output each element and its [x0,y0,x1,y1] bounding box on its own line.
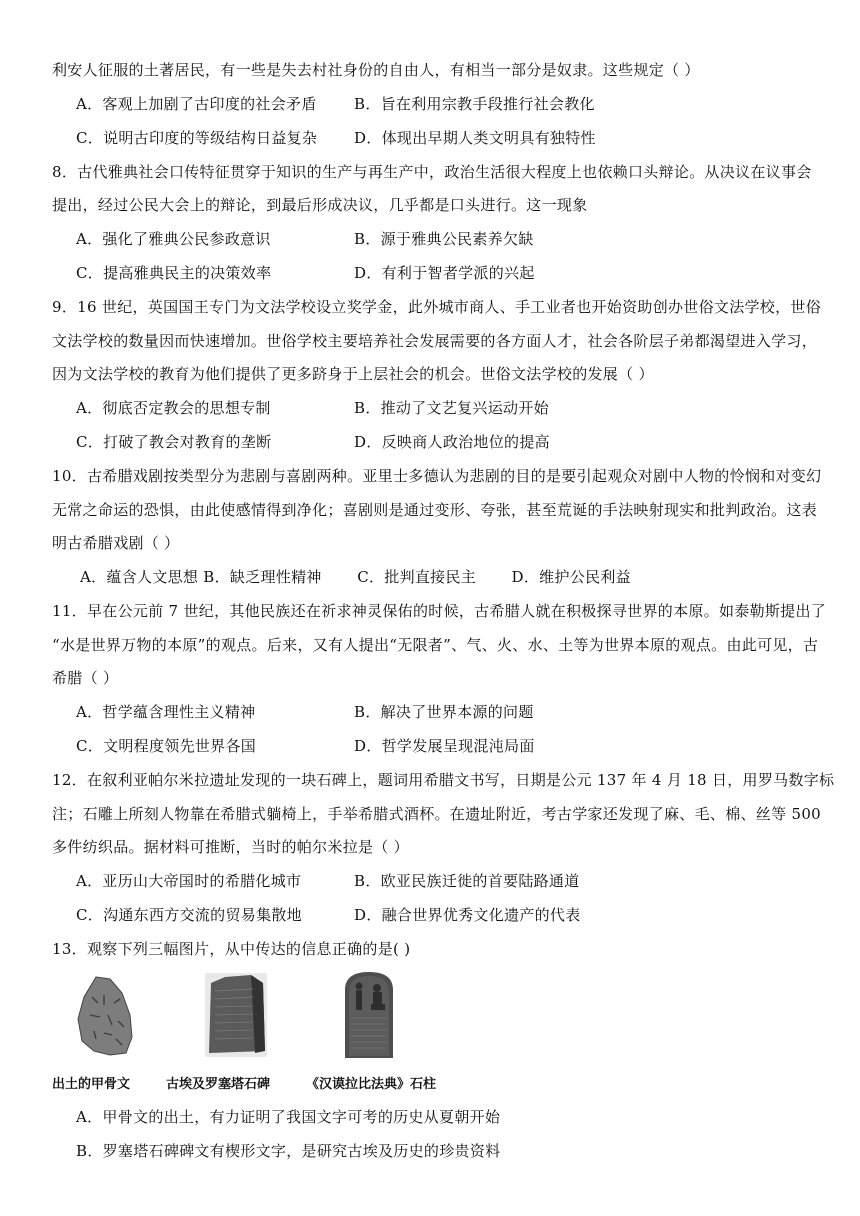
q9-option-b: B．推动了文艺复兴运动开始 [354,399,549,417]
q8-option-a: A．强化了雅典公民参政意识 [76,230,271,248]
q8-option-d: D．有利于智者学派的兴起 [354,264,535,282]
q7-option-b: B．旨在利用宗教手段推行社会教化 [354,95,595,113]
q12-stem-line-3: 多件纺织品。据材料可推断，当时的帕尔米拉是（ ） [52,838,409,856]
q12-option-a: A．亚历山大帝国时的希腊化城市 [76,872,302,890]
q11-stem-line-3: 希腊（ ） [52,669,119,687]
q12-option-d: D．融合世界优秀文化遗产的代表 [354,906,581,924]
q13-stem: 13．观察下列三幅图片，从中传达的信息正确的是( ) [52,940,411,958]
oracle-bone-image [74,975,136,1057]
q11-option-b: B．解决了世界本源的问题 [354,703,534,721]
q9-stem-line-2: 文法学校的数量因而快速增加。世俗学校主要培养社会发展需要的各方面人才，社会各阶层子弟都渴望进入学习， [52,332,818,350]
q8-stem-line-1: 8．古代雅典社会口传特征贯穿于知识的生产与再生产中，政治生活很大程度上也依赖口头辩论。从决议在议事会 [52,163,812,181]
q9-stem-line-1: 9．16 世纪，英国国王专门为文法学校设立奖学金，此外城市商人、手工业者也开始资助创办世俗文法学校，世俗 [52,298,822,316]
rosetta-stone-image [205,973,267,1057]
caption-hammurabi-stele: 《汉谟拉比法典》石柱 [306,1077,437,1092]
q13-option-b: B．罗塞塔石碑碑文有楔形文字，是研究古埃及历史的珍贵资料 [76,1142,501,1160]
q7-option-c: C．说明古印度的等级结构日益复杂 [76,129,318,147]
q7-stem-tail: 利安人征服的土著居民，有一些是失去村社身份的自由人，有相当一部分是奴隶。这些规定（ ） [52,61,700,79]
q10-stem-line-2: 无常之命运的恐惧，由此使感情得到净化；喜剧则是通过变形、夸张，甚至荒诞的手法映射现实和批判政治。这表 [52,501,818,519]
q8-option-b: B．源于雅典公民素养欠缺 [354,230,534,248]
q9-option-a: A．彻底否定教会的思想专制 [76,399,271,417]
q9-option-d: D．反映商人政治地位的提高 [354,433,550,451]
q11-stem-line-1: 11．早在公元前 7 世纪，其他民族还在祈求神灵保佑的时候，古希腊人就在积极探寻世界的本原。如泰勒斯提出了 [52,602,827,620]
q12-stem-line-2: 注；石雕上所刻人物靠在希腊式躺椅上，手举希腊式酒杯。在遗址附近，考古学家还发现了麻、毛、棉、丝等 500 [52,805,822,823]
q12-option-b: B．欧亚民族迁徙的首要陆路通道 [354,872,580,890]
q7-option-d: D．体现出早期人类文明具有独特性 [354,129,596,147]
q9-option-c: C．打破了教会对教育的垄断 [76,433,272,451]
q11-option-c: C．文明程度领先世界各国 [76,737,257,755]
caption-rosetta-stone: 古埃及罗塞塔石碑 [166,1077,271,1092]
q10-stem-line-3: 明古希腊戏剧（ ） [52,534,180,552]
q11-option-a: A．哲学蕴含理性主义精神 [76,703,256,721]
q12-stem-line-1: 12．在叙利亚帕尔米拉遗址发现的一块石碑上，题词用希腊文书写，日期是公元 137 年 4 月 18 日，用罗马数字标 [52,771,835,789]
caption-oracle-bone: 出土的甲骨文 [52,1077,131,1092]
q11-stem-line-2: “水是世界万物的本原”的观点。后来，又有人提出“无限者”、气、火、水、土等为世界本原的观点。由此可见，古 [52,636,819,654]
q10-options: A．蕴含人文思想 B．缺乏理性精神 C．批判直接民主 D．维护公民利益 [80,568,631,586]
hammurabi-stele-image [337,970,401,1058]
q11-option-d: D．哲学发展呈现混沌局面 [354,737,535,755]
q8-option-c: C．提高雅典民主的决策效率 [76,264,272,282]
q8-stem-line-2: 提出，经过公民大会上的辩论，到最后形成决议，几乎都是口头进行。这一现象 [52,196,588,214]
q10-stem-line-1: 10．古希腊戏剧按类型分为悲剧与喜剧两种。亚里士多德认为悲剧的目的是要引起观众对剧中人物的怜悯和对变幻 [52,467,822,485]
q7-option-a: A．客观上加剧了古印度的社会矛盾 [76,95,317,113]
q13-option-a: A．甲骨文的出土，有力证明了我国文字可考的历史从夏朝开始 [76,1108,501,1126]
q12-option-c: C．沟通东西方交流的贸易集散地 [76,906,302,924]
q9-stem-line-3: 因为文法学校的教育为他们提供了更多跻身于上层社会的机会。世俗文法学校的发展（ ） [52,365,654,383]
